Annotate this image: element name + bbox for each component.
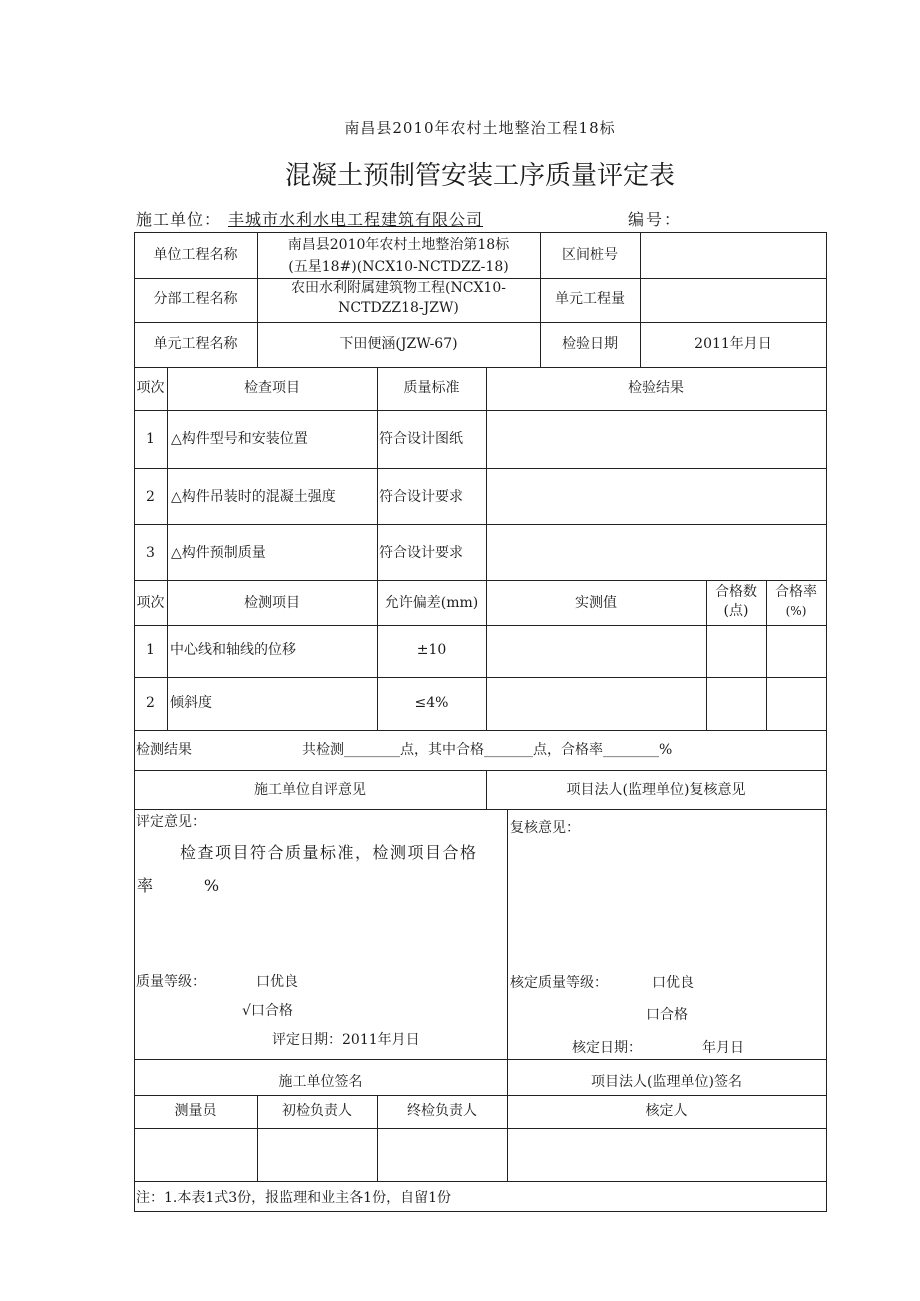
section-label: 区间桩号 [562, 247, 618, 263]
contractor-signature-title: 施工单位签名 [278, 1074, 363, 1090]
measure-row-no: 1 [146, 642, 155, 658]
measure-col-item: 检测项目 [244, 595, 300, 611]
review-date-label: 核定日期： [572, 1040, 642, 1056]
review-grade-label: 核定质量等级： [510, 975, 608, 991]
check-row-standard: 符合设计要求 [379, 489, 463, 505]
review-opinion-title: 项目法人(监理单位)复核意见 [566, 782, 746, 798]
inspect-date-value: 2011年月日 [694, 336, 772, 352]
element-name-value: 下田便涵(JZW-67) [339, 336, 458, 352]
measure-col-tolerance: 允许偏差(mm) [384, 595, 479, 611]
measure-row-tolerance: ±10 [416, 642, 447, 658]
review-grade-excellent[interactable]: 口优良 [652, 975, 694, 991]
check-row-item: △构件型号和安装位置 [171, 431, 308, 447]
measure-row-no: 2 [146, 695, 155, 711]
first-inspector-label: 初检负责人 [282, 1103, 352, 1119]
self-grade-excellent[interactable]: 口优良 [256, 974, 298, 990]
check-row-no: 3 [146, 545, 155, 561]
check-row-item: △构件预制质量 [171, 545, 266, 561]
sub-project-label: 分部工程名称 [153, 291, 238, 307]
verifier-label: 核定人 [645, 1103, 688, 1119]
unit-project-value-line1: 南昌县2010年农村土地整治第18标 [287, 237, 510, 253]
element-qty-label: 单元工程量 [555, 291, 625, 307]
contractor-name: 丰城市水利水电工程建筑有限公司 [228, 210, 484, 229]
measure-col-pass-rate: 合格率 [775, 584, 817, 600]
measure-col-value: 实测值 [575, 595, 617, 611]
unit-project-value-line2: (五星18#)(NCX10-NCTDZZ-18) [288, 259, 509, 275]
final-inspector-label: 终检负责人 [407, 1103, 477, 1119]
footnote: 注：1.本表1式3份，报监理和业主各1份，自留1份 [136, 1190, 451, 1206]
sub-project-value-line2: NCTDZZ18-JZW) [338, 300, 459, 316]
check-row-standard: 符合设计图纸 [379, 431, 463, 447]
check-col-no: 项次 [136, 380, 165, 396]
project-title: 南昌县2010年农村土地整治工程18标 [344, 119, 616, 137]
surveyor-label: 测量员 [174, 1103, 217, 1119]
measure-col-pass-rate-unit: (%) [785, 604, 807, 618]
measure-row-item: 中心线和轴线的位移 [170, 642, 296, 658]
form-title: 混凝土预制管安装工序质量评定表 [284, 161, 675, 191]
self-opinion-label: 评定意见： [136, 814, 206, 830]
review-grade-pass[interactable]: 口合格 [646, 1007, 688, 1023]
review-date-value: 年月日 [702, 1040, 744, 1056]
measure-row-tolerance: ≤4% [414, 695, 449, 711]
sub-project-value-line1: 农田水利附属建筑物工程(NCX10- [291, 280, 506, 296]
check-row-standard: 符合设计要求 [379, 545, 463, 561]
check-col-standard: 质量标准 [403, 380, 460, 396]
check-col-result: 检验结果 [628, 380, 684, 396]
self-date: 评定日期：2011年月日 [272, 1032, 420, 1048]
check-row-no: 1 [146, 431, 155, 447]
self-grade-pass[interactable]: √口合格 [242, 1003, 293, 1019]
check-row-no: 2 [146, 489, 155, 505]
check-col-item: 检查项目 [244, 380, 300, 396]
self-opinion-text: 检查项目符合质量标准，检测项目合格 [180, 843, 478, 862]
measure-row-item: 倾斜度 [170, 695, 212, 711]
summary-label: 检测结果 [136, 742, 192, 758]
summary-text: 共检测________点，其中合格_______点，合格率________% [302, 742, 673, 758]
inspect-date-label: 检验日期 [562, 336, 618, 352]
unit-project-label: 单位工程名称 [153, 247, 238, 263]
measure-col-pass-count: 合格数 [715, 584, 757, 600]
element-name-label: 单元工程名称 [153, 336, 238, 352]
review-opinion-label: 复核意见： [510, 820, 580, 836]
self-opinion-title: 施工单位自评意见 [254, 782, 366, 798]
measure-col-pass-count-unit: (点) [723, 603, 749, 619]
owner-signature-title: 项目法人(监理单位)签名 [591, 1074, 742, 1090]
self-opinion-text-cont: 率 % [137, 876, 220, 895]
measure-col-no: 项次 [136, 595, 165, 611]
self-grade-label: 质量等级： [136, 974, 206, 990]
contractor-label: 施工单位： [136, 210, 222, 229]
serial-label: 编号： [628, 210, 683, 229]
check-row-item: △构件吊装时的混凝土强度 [171, 489, 336, 505]
